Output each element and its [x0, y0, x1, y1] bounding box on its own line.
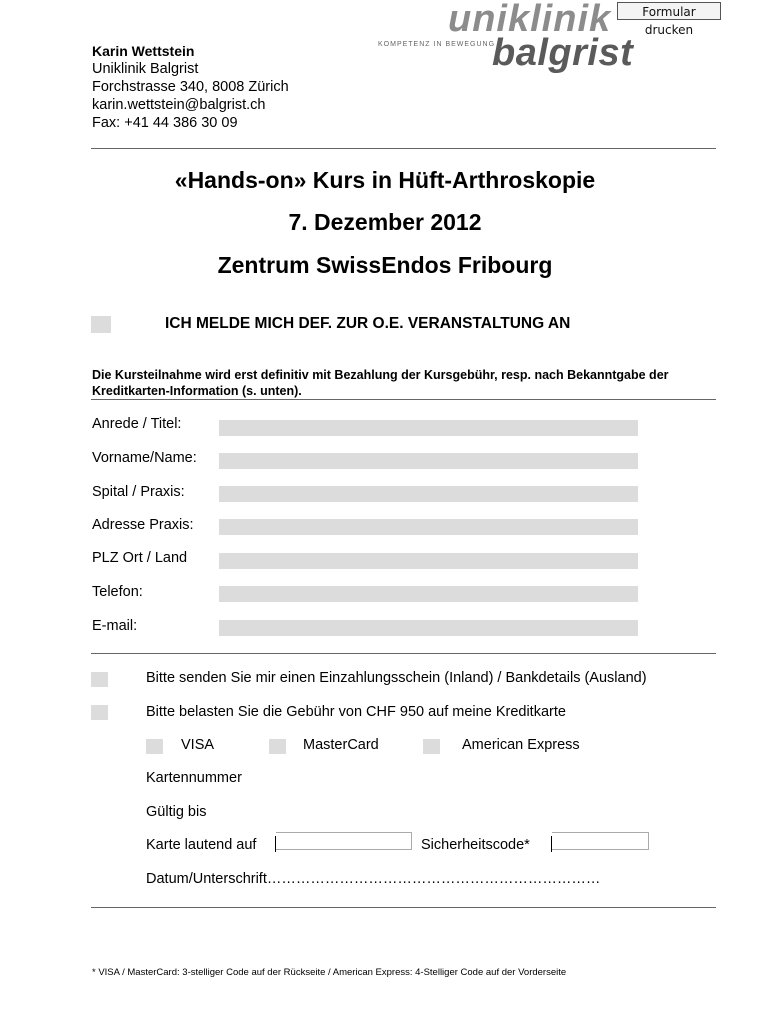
anrede-input[interactable] [219, 420, 638, 436]
registration-checkbox[interactable] [91, 316, 111, 333]
sender-fax: Fax: +41 44 386 30 09 [92, 115, 238, 131]
adresse-label: Adresse Praxis: [92, 517, 194, 533]
event-date: 7. Dezember 2012 [288, 209, 482, 235]
card-holder-label: Karte lautend auf [146, 837, 257, 853]
registration-label: ICH MELDE MICH DEF. ZUR O.E. VERANSTALTUNG AN [165, 315, 571, 332]
sender-name: Karin Wettstein [92, 43, 195, 59]
footnote: * VISA / MasterCard: 3-stelliger Code auf der Rückseite / American Express: 4-Stelliger Code auf der Vorderseite [92, 967, 567, 978]
sender-org: Uniklinik Balgrist [92, 61, 199, 77]
logo-balgrist: balgrist [492, 32, 634, 74]
spital-label: Spital / Praxis: [92, 484, 185, 500]
event-title: «Hands-on» Kurs in Hüft-Arthroskopie [174, 167, 596, 193]
divider [91, 907, 716, 908]
card-number-label: Kartennummer [146, 770, 242, 786]
sender-email: karin.wettstein@balgrist.ch [92, 97, 266, 113]
logo-tagline: KOMPETENZ IN BEWEGUNG [378, 41, 496, 48]
name-label: Vorname/Name: [92, 450, 197, 466]
security-code-label: Sicherheitscode* [421, 837, 530, 853]
security-code-input[interactable] [552, 832, 649, 850]
participation-note: Die Kursteilnahme wird erst definitiv mit Bezahlung der Kursgebühr, resp. nach Bekanntgabe der Kreditkarten-Information (s. unten). [92, 368, 669, 398]
divider [91, 399, 716, 400]
divider [91, 148, 716, 149]
invoice-checkbox[interactable] [91, 672, 108, 687]
visa-label: VISA [181, 737, 215, 753]
telefon-input[interactable] [219, 586, 638, 602]
logo-uniklinik: uniklinik [448, 0, 612, 40]
anrede-label: Anrede / Titel: [92, 416, 182, 432]
valid-until-label: Gültig bis [146, 804, 207, 820]
signature-line: Datum/Unterschrift…………………………………………………………… [146, 871, 601, 887]
name-input[interactable] [219, 453, 638, 469]
visa-checkbox[interactable] [146, 739, 163, 754]
print-form-button[interactable]: Formular drucken [617, 2, 721, 20]
adresse-input[interactable] [219, 519, 638, 535]
mastercard-label: MasterCard [303, 737, 379, 753]
event-venue: Zentrum SwissEndos Fribourg [217, 252, 553, 278]
plz-label: PLZ Ort / Land [92, 550, 188, 566]
mastercard-checkbox[interactable] [269, 739, 286, 754]
amex-checkbox[interactable] [423, 739, 440, 754]
plz-input[interactable] [219, 553, 638, 569]
invoice-label: Bitte senden Sie mir einen Einzahlungsschein (Inland) / Bankdetails (Ausland) [146, 670, 647, 686]
credit-card-checkbox[interactable] [91, 705, 108, 720]
email-label: E-mail: [92, 618, 138, 634]
email-input[interactable] [219, 620, 638, 636]
telefon-label: Telefon: [92, 584, 143, 600]
sender-address: Forchstrasse 340, 8008 Zürich [92, 79, 289, 95]
spital-input[interactable] [219, 486, 638, 502]
credit-card-label: Bitte belasten Sie die Gebühr von CHF 950 auf meine Kreditkarte [146, 704, 566, 720]
card-holder-input[interactable] [276, 832, 412, 850]
sender-block [92, 42, 289, 132]
divider [91, 653, 716, 654]
amex-label: American Express [462, 737, 580, 753]
